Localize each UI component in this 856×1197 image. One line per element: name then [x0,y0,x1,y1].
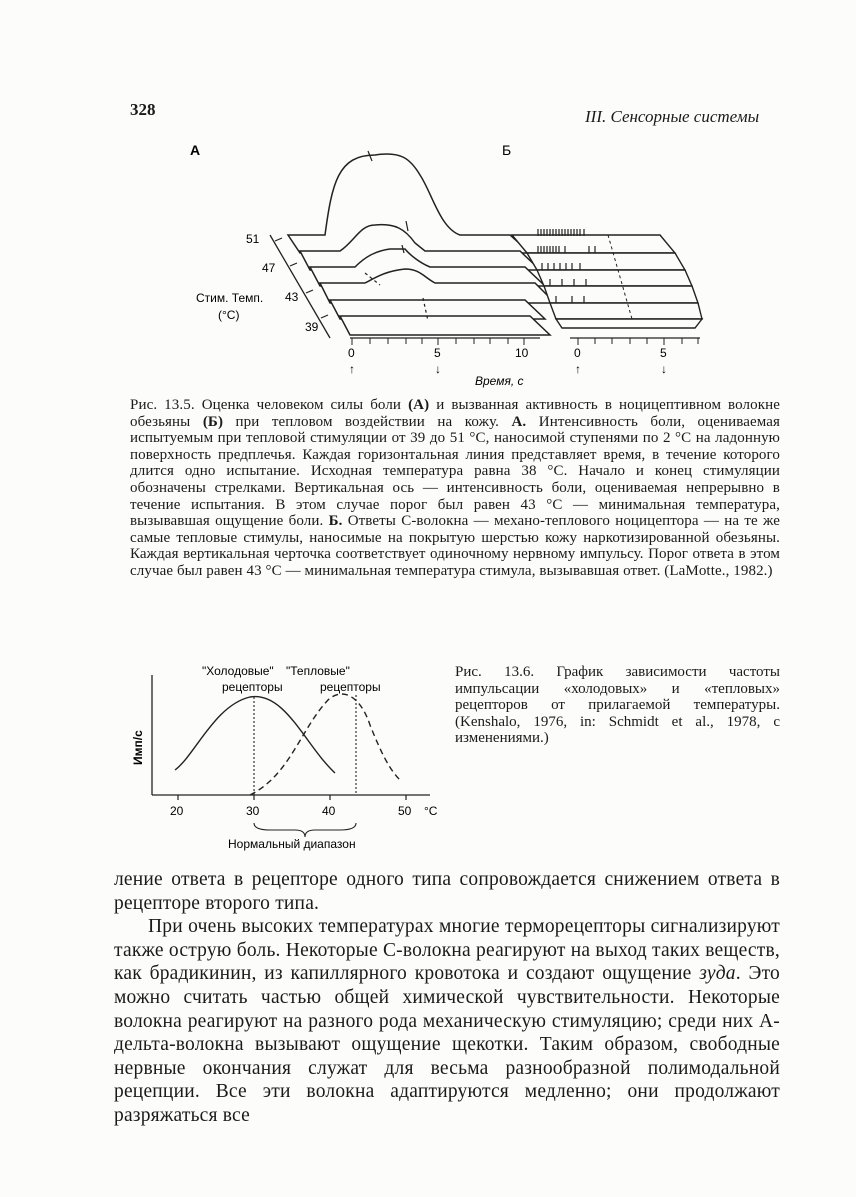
figure-13-6 [120,655,450,855]
time-label: Время, с [475,374,524,388]
figure-13-5 [170,133,710,393]
paragraph-2-end: . Это можно считать частью общей химической чувствительности. Некоторые волокна реагируют на разного рода механическую стимуляцию; среди них А-дельта-волокна вызывают ощущение щекотки. Таким образом, свободные нервные окончания служат для весьма разнообразной полимодальной рецепции. Все эти волокна адаптируются медленно; они продолжают разряжаться все [114,963,781,1126]
caption-title: Оценка человеком силы боли [194,397,409,413]
caption-b-ref: (Б) [202,413,224,430]
paragraph-2 [114,915,780,1127]
panel-a-label: А [190,142,201,158]
axis-b-tick-5: 5 [660,346,667,360]
page-number: 328 [130,100,156,119]
stim-temp-unit: (°С) [218,308,240,322]
y-axis-label: Имп/с [131,730,145,765]
end-arrow-b: ↓ [661,362,667,376]
x-tick-20: 20 [170,804,184,818]
warm-receptor-curve [250,694,400,795]
figure-13-6-caption: Рис. 13.6. График зависимости частоты импульсации «холодовых» и «тепловых» рецепторов от прилагаемой температуры. (Kenshalo, 1976, in: Schmidt et al., 1978, с изменениями.) [455,664,780,746]
temp-label-39: 39 [305,320,319,334]
x-tick-50: 50 [398,804,412,818]
panel-b-label: Б [502,142,512,158]
normal-range-brace [254,823,356,837]
caption-tail: при тепловом воздействии на кожу. [223,413,512,430]
running-head: III. Сенсорные системы [585,107,760,126]
start-arrow-a: ↑ [349,362,355,376]
caption-fig-no: Рис. 13.5. [130,397,195,413]
caption-b-heading: Б. [328,513,343,530]
x-unit: °С [424,804,438,818]
paragraph-1: ление ответа в рецепторе одного типа сопровождается снижением ответа в рецепторе второго типа. [114,869,780,914]
stim-temp-label: Стим. Темп. [196,291,264,305]
paragraph-2-start: При очень высоких температурах многие терморецепторы сигнализируют также острую боль. Некоторые С-волокна реагируют на выход таких веществ, как брадикинин, из капиллярного кровотока и создают ощущение [114,916,780,985]
caption-a-heading: А. [511,413,527,430]
temp-label-43: 43 [285,290,299,304]
normal-range-label: Нормальный диапазон [228,837,356,851]
caption-mid: и вызванная активность в ноцицептивном волокне обезьяны [130,397,780,430]
itch-term: зуда [699,963,736,985]
x-tick-30: 30 [246,804,260,818]
cold-receptor-label-2: рецепторы [222,680,283,694]
caption-a-ref: (А) [408,397,430,413]
warm-receptor-label-2: рецепторы [320,680,381,694]
axis-a-tick-10: 10 [515,346,529,360]
temp-label-51: 51 [246,232,260,246]
caption-text-b: Ответы С-волокна — механо-теплового ноцицептора — на те же самые тепловые стимулы, наносимые на покрытую шерстью кожу наркотизированной обезьяны. Каждая вертикальная черточка соответствует одиночному нервному импульсу. Порог ответа в этом случае был равен 43 °С — минимальная температура стимула, вызывавшая ответ. (LaMotte., 1982.) [130,513,780,579]
end-arrow-a: ↓ [435,362,441,376]
x-tick-40: 40 [322,804,336,818]
figure-13-5-caption [130,397,780,580]
panel-a-traces [288,154,555,335]
axis-a-tick-5: 5 [434,346,441,360]
caption-text-a: Интенсивность боли, оцениваемая испытуемым при тепловой стимуляции от 39 до 51 °С, наносимой ступенями по 2 °С на ладонную поверхность предплечья. Каждая горизонтальная линия представляет время, в течение которого длится одно испытание. Исходная температура равна 38 °С. Начало и конец стимуляции обозначены стрелками. Вертикальная ось — интенсивность боли, оцениваемая непрерывно в течение испытания. В этом случае порог был равен 43 °С — минимальная температура, вызывавшая ощущение боли. [130,413,781,530]
warm-receptor-label: "Тепловые" [286,664,350,678]
axis-b-tick-0: 0 [574,346,581,360]
cold-receptor-label: "Холодовые" [202,664,274,678]
temp-label-47: 47 [262,261,276,275]
start-arrow-b: ↑ [575,362,581,376]
axis-a-tick-0: 0 [348,346,355,360]
body-text [114,868,780,1128]
cold-receptor-curve [175,697,335,773]
